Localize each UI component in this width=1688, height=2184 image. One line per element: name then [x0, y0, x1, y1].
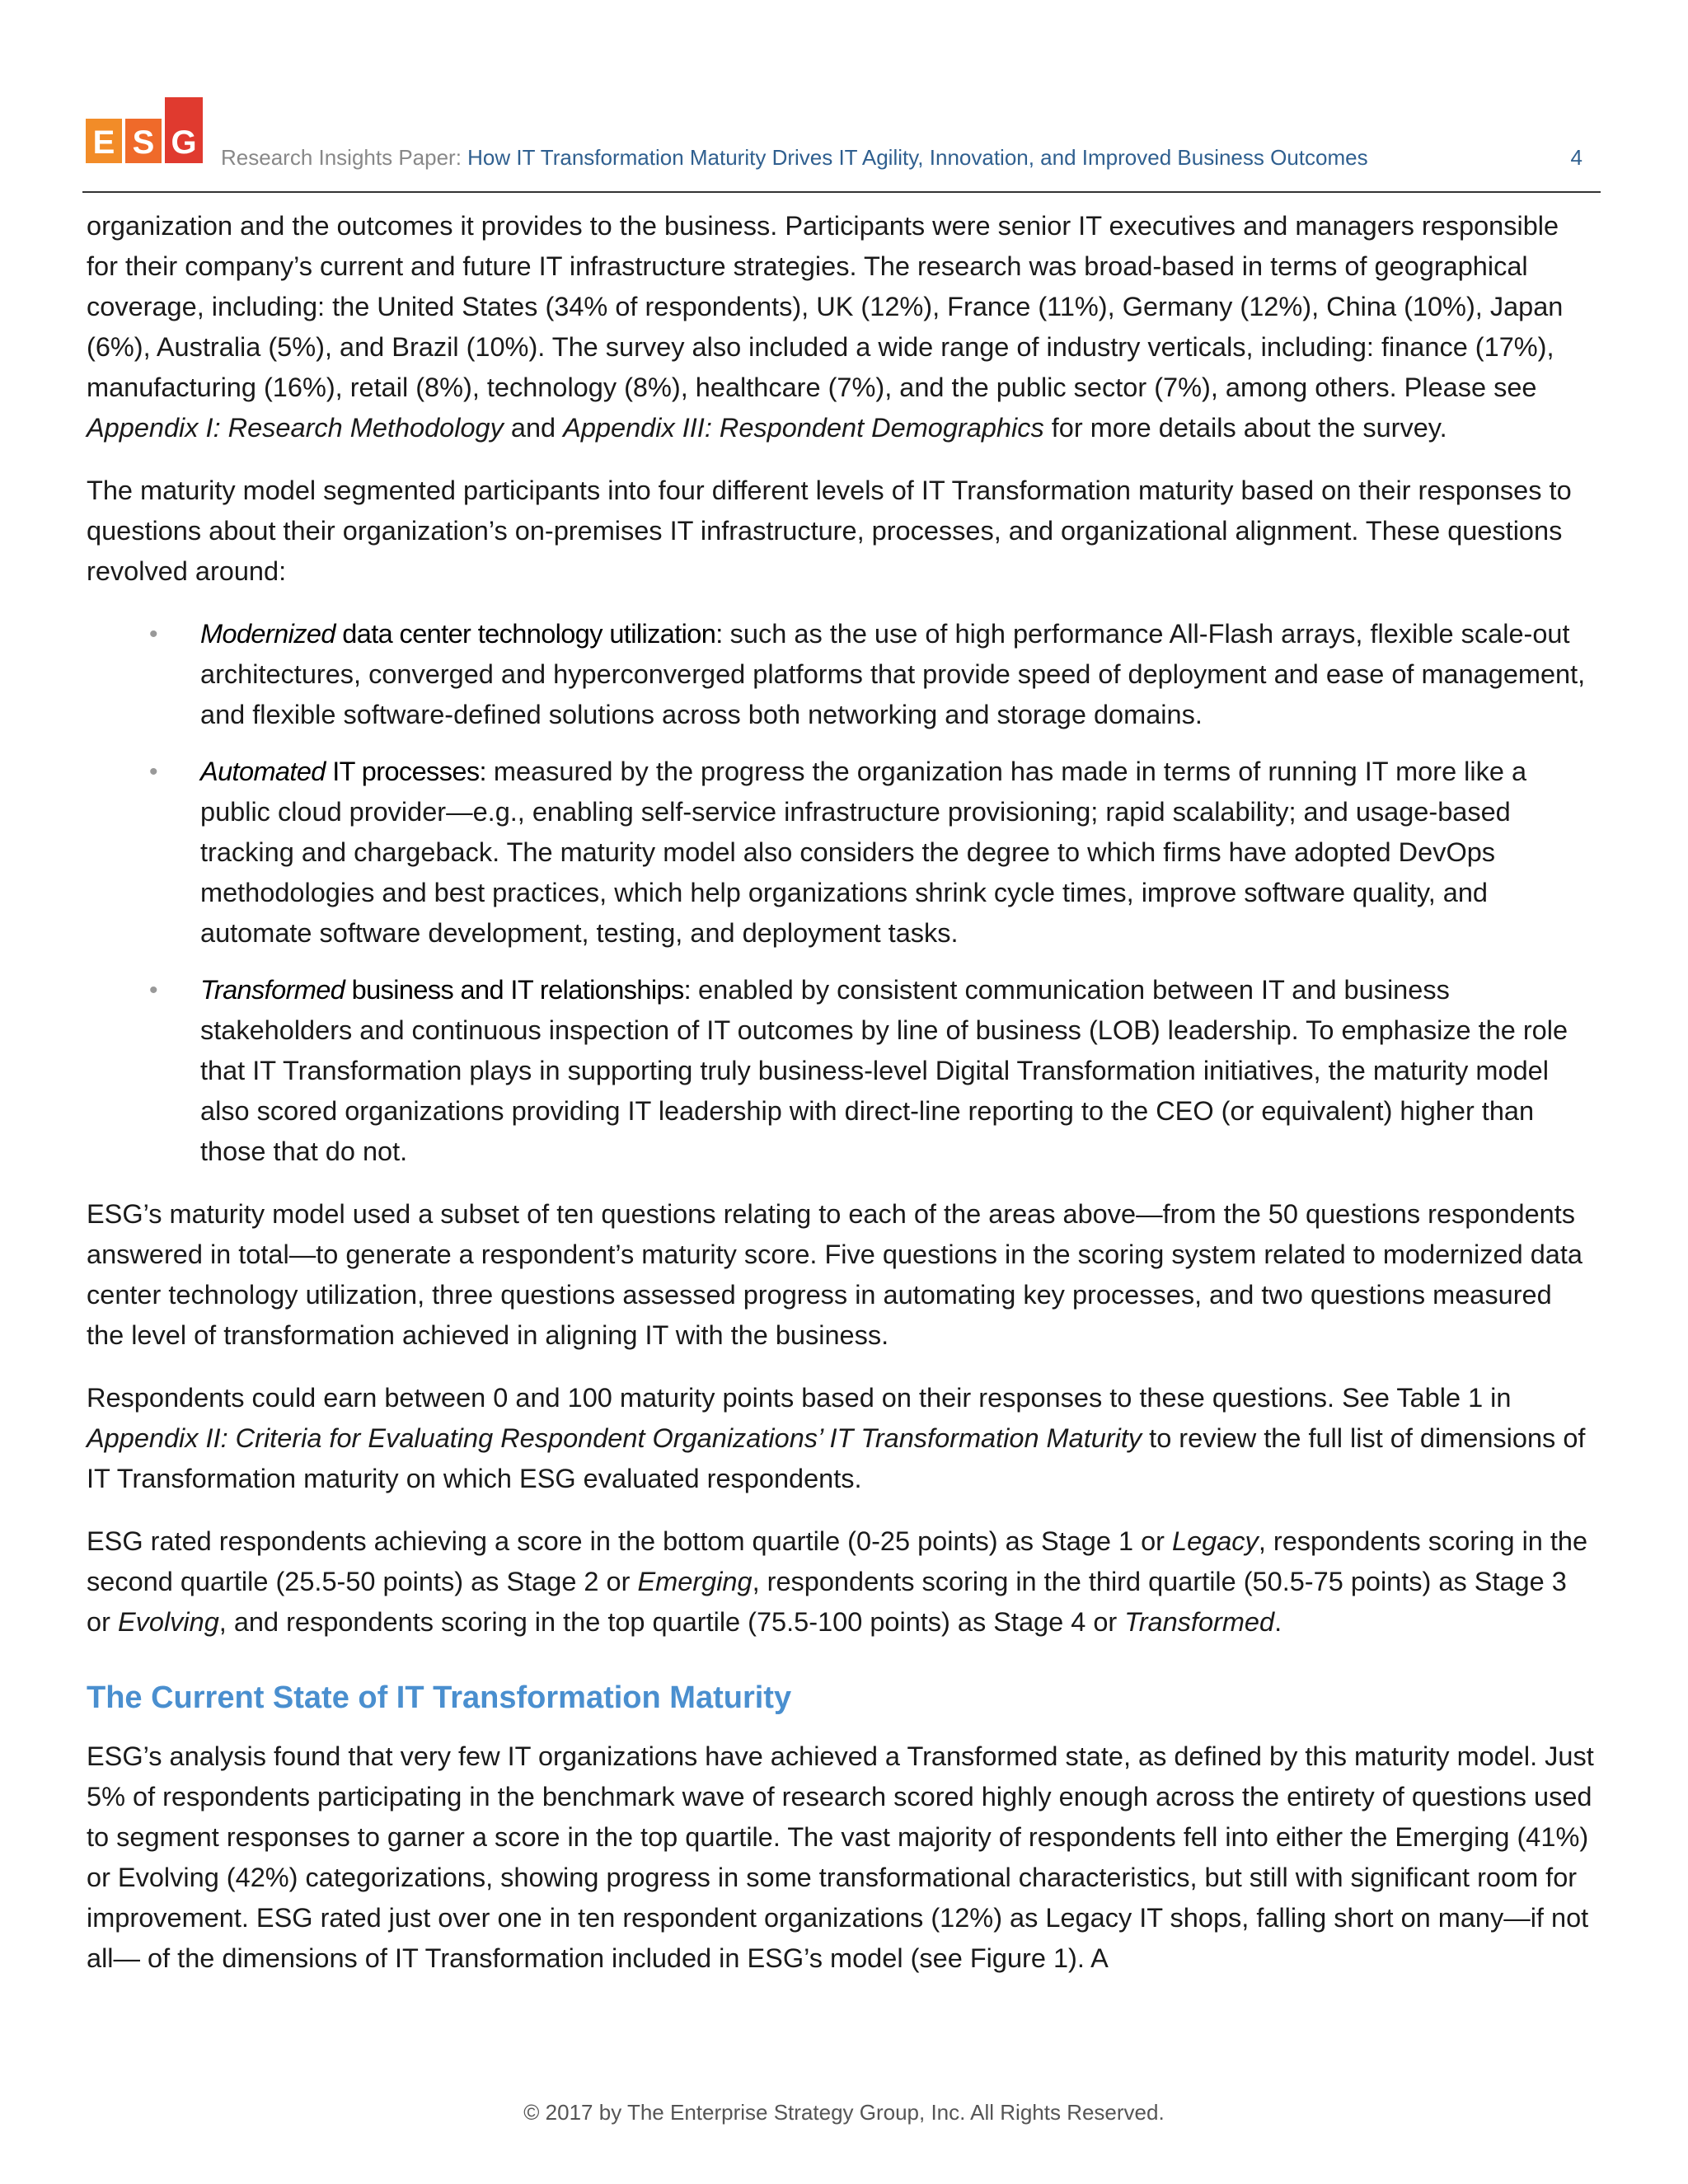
paragraph-current-state: ESG’s analysis found that very few IT organizations have achieved a Transformed state, as defined by this maturity model. Just 5% of respondents participating in the benchmark wave of research scored highly enough across the entirety of questions used to segment responses to garner a score in the top quartile. The vast majority of respondents fell into either the Emerging (41%) or Evolving (42%) categorizations, showing progress in some transformational characteristics, but still with significant room for improvement. ESG rated just over one in ten respondent organizations (12%) as Legacy IT shops, falling short on many—if not all— of the dimensions of IT Transformation included in ESG’s model (see Figure 1). A	[87, 1741, 1594, 1973]
term-italic: Transformed	[200, 975, 345, 1005]
p5-text-b: , respondents scoring in the second quartile (25.5-50 points) as Stage 2 or	[87, 1526, 1588, 1596]
list-item-text: enabled by consistent communication between IT and business stakeholders and continuous inspection of IT outcomes by line of business (LOB) leadership. To emphasize the role that IT Transformation plays in supporting truly business-level Digital Transformation initiatives, the maturity model also scored organizations providing IT leadership with direct-line reporting to the CEO (or equivalent) higher than those that do not.	[200, 975, 1568, 1166]
list-item-text: measured by the progress the organization has made in terms of running IT more like a public cloud provider—e.g., enabling self-service infrastructure provisioning; rapid scalability; and usage-based tracking and chargeback. The maturity model also considers the degree to which firms have adopted DevOps methodologies and best practices, which help organizations shrink cycle times, improve software quality, and automate software development, testing, and deployment tasks.	[200, 757, 1527, 948]
p1-text-b: and	[503, 413, 564, 443]
logo-letter-e: E	[92, 124, 115, 161]
stage-transformed: Transformed	[1124, 1607, 1275, 1637]
bullet-icon: •	[149, 977, 158, 1004]
term-rest: data center technology utilization:	[335, 619, 723, 649]
bullet-icon: •	[149, 758, 158, 785]
appendix-ii-reference: Appendix II: Criteria for Evaluating Respondent Organizations’ IT Transformation Maturity	[87, 1423, 1142, 1453]
esg-logo	[86, 97, 203, 163]
stage-evolving: Evolving	[117, 1607, 219, 1637]
page-header	[82, 97, 1601, 193]
p4-text-b: to review the full list of dimensions of IT Transformation maturity on which ESG evaluated respondents.	[87, 1423, 1586, 1493]
p4-text-a: Respondents could earn between 0 and 100 maturity points based on their responses to these questions. See Table 1 in	[87, 1383, 1512, 1413]
appendix-iii-reference: Appendix III: Respondent Demographics	[563, 413, 1044, 443]
logo-letter-g: G	[171, 124, 197, 161]
header-running-title	[221, 145, 1368, 171]
logo-letter-s: S	[132, 124, 155, 161]
p5-text-d: , and respondents scoring in the top quartile (75.5-100 points) as Stage 4 or	[218, 1607, 1125, 1637]
paragraph-maturity-model: The maturity model segmented participants into four different levels of IT Transformation maturity based on their responses to questions about their organization’s on-premises IT infrastructure, processes, and organizational alignment. These questions revolved around:	[87, 476, 1572, 586]
list-item-term	[200, 975, 691, 1005]
term-italic: Modernized	[200, 619, 335, 649]
page-number: 4	[1570, 145, 1582, 170]
appendix-i-reference: Appendix I: Research Methodology	[87, 413, 504, 443]
paragraph-stage-ratings	[87, 1521, 1595, 1643]
page-footer: © 2017 by The Enterprise Strategy Group, Inc. All Rights Reserved.	[523, 2100, 1165, 2125]
list-item-term	[200, 757, 486, 786]
body-content	[87, 206, 1595, 2001]
section-heading: The Current State of IT Transformation Maturity	[87, 1680, 792, 1715]
header-paper-title: How IT Transformation Maturity Drives IT Agility, Innovation, and Improved Business Outcomes	[467, 145, 1368, 170]
paragraph-survey-overview	[87, 206, 1595, 448]
paragraph-maturity-points	[87, 1378, 1595, 1499]
term-italic: Automated	[200, 757, 326, 786]
stage-legacy: Legacy	[1172, 1526, 1259, 1556]
p1-text-c: for more details about the survey.	[1043, 413, 1447, 443]
bullet-icon: •	[149, 621, 158, 648]
list-item-modernized	[87, 614, 1595, 735]
term-rest: IT processes:	[325, 757, 486, 786]
p5-text-a: ESG rated respondents achieving a score in the bottom quartile (0-25 points) as Stage 1 or	[87, 1526, 1172, 1556]
p1-text-a: organization and the outcomes it provides to the business. Participants were senior IT executives and managers responsible for their company’s current and future IT infrastructure strategies. The research was broad-based in terms of geographical coverage, including: the United States (34% of respondents), UK (12%), France (11%), Germany (12%), China (10%), Japan (6%), Australia (5%), and Brazil (10%). The survey also included a wide range of industry verticals, including: finance (17%), manufacturing (16%), retail (8%), technology (8%), healthcare (7%), and the public sector (7%), among others. Please see	[87, 211, 1564, 402]
list-item-text: such as the use of high performance All-Flash arrays, flexible scale-out architectures, converged and hyperconverged platforms that provide speed of deployment and ease of management, and flexible software-defined solutions across both networking and storage domains.	[200, 619, 1586, 729]
term-rest: business and IT relationships:	[345, 975, 692, 1005]
list-item-automated	[87, 752, 1595, 954]
p5-text-e: .	[1274, 1607, 1282, 1637]
header-prefix: Research Insights Paper:	[221, 145, 468, 170]
stage-emerging: Emerging	[637, 1567, 753, 1596]
list-item-transformed	[87, 970, 1595, 1172]
paragraph-scoring-questions: ESG’s maturity model used a subset of ten questions relating to each of the areas above—from the 50 questions respondents answered in total—to generate a respondent’s maturity score. Five questions in the scoring system related to modernized data center technology utilization, three questions assessed progress in automating key processes, and two questions measured the level of transformation achieved in aligning IT with the business.	[87, 1199, 1582, 1350]
p5-text-c: , respondents scoring in the third quartile (50.5-75 points) as Stage 3 or	[87, 1567, 1567, 1637]
list-item-term	[200, 619, 723, 649]
maturity-dimensions-list	[87, 614, 1595, 1172]
